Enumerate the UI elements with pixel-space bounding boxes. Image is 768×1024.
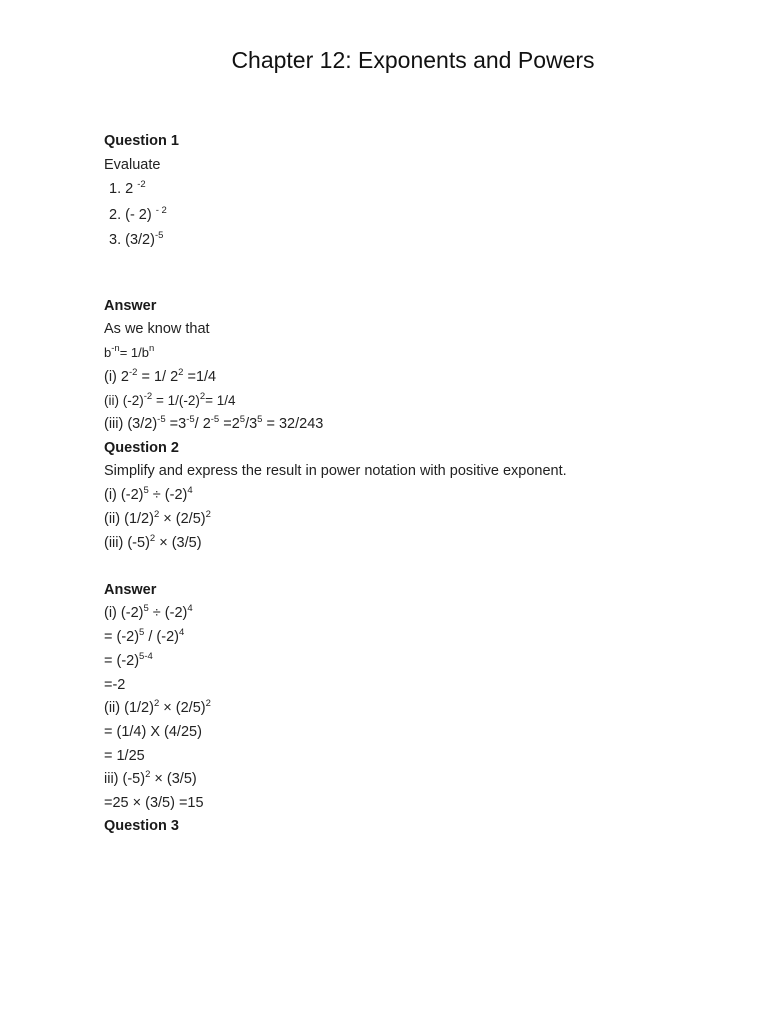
answer-1-rule: $b^{-n}= 1/b^n$ (104, 343, 155, 360)
answer-2-line-1: (i) $(-2)^5 \div (-2)^4$ (104, 603, 193, 621)
question-2-instruction: Simplify and express the result in power notation with positive exponent. (104, 463, 567, 479)
answer-2-line-4: =-2 (104, 677, 126, 693)
answer-2-heading: Answer (104, 582, 157, 598)
question-2-heading: Question 2 (104, 440, 179, 456)
answer-2-line-9: =25 × (3/5) =15 (104, 795, 204, 811)
question-2-part-iii: (iii) $(-5)^2 \times (3/5)$ (104, 533, 202, 551)
question-1-heading: Question 1 (104, 133, 179, 149)
question-2-part-ii: (ii) $(1/2)^2 \times (2/5)^2$ (104, 509, 211, 527)
question-2-part-i: (i) $(-2)^5 \div (-2)^4$ (104, 485, 193, 503)
question-1-item-1: 1. 2 $^{-2}$ (109, 179, 146, 197)
answer-1-part-iii: (iii) $(3/2)^{-5} =3^{-5}/$ $2^{-5} =2^5/3^5 = 32/243$ (104, 414, 324, 432)
answer-1-part-i: (i) $2^{-2} = 1/$ $2^2 =1/4$ (104, 367, 217, 385)
answer-1-heading: Answer (104, 298, 157, 314)
question-1-item-2: 2. (- 2) $^{- 2}$ (109, 205, 167, 223)
question-1-item-3: 3. $(3/2)^{-5}$ (109, 230, 164, 248)
answer-2-line-8: iii) $(-5)^2 \times (3/5)$ (104, 769, 197, 787)
answer-2-line-6: = (1/4) X (4/25) (104, 724, 202, 740)
answer-1-part-ii: (ii) $(-2)^{-2} = 1/(-2)^2= 1/4$ (104, 391, 236, 408)
answer-2-line-2: = $(-2)^5 / (-2)^4$ (104, 627, 185, 645)
answer-2-line-5: (ii) $(1/2)^2 \times (2/5)^2$ (104, 698, 211, 716)
answer-1-intro: As we know that (104, 321, 210, 337)
answer-2-line-7: = 1/25 (104, 748, 145, 764)
question-3-heading: Question 3 (104, 818, 179, 834)
answer-2-line-3: = $(-2)^{5-4}$ (104, 651, 153, 669)
page-title: Chapter 12: Exponents and Powers (231, 47, 595, 73)
question-1-instruction: Evaluate (104, 157, 161, 173)
